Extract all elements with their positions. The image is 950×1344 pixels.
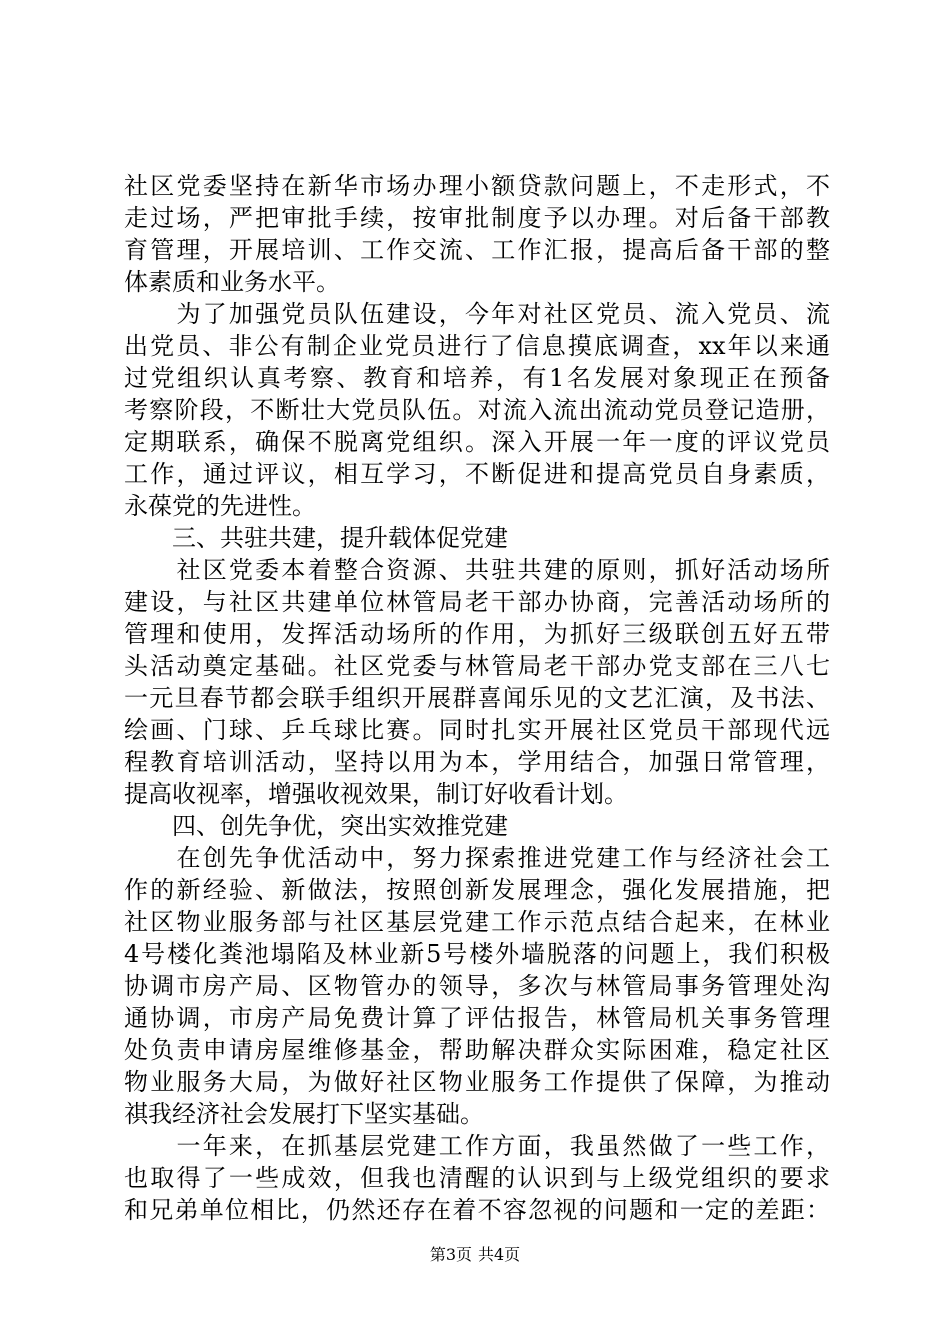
- text-line: 和兄弟单位相比，仍然还存在着不容忽视的问题和一定的差距：: [124, 1196, 830, 1224]
- text-line: 过党组织认真考察、教育和培养，有1名发展对象现正在预备: [124, 364, 830, 392]
- text-line: 为了加强党员队伍建设，今年对社区党员、流入党员、流: [124, 300, 830, 328]
- text-line: 程教育培训活动，坚持以用为本，学用结合，加强日常管理，: [124, 748, 830, 776]
- text-line: 头活动奠定基础。社区党委与林管局老干部办党支部在三八七: [124, 652, 830, 680]
- page-number: 第3页: [429, 1245, 472, 1264]
- document-body: [124, 170, 830, 1226]
- text-line: 作的新经验、新做法，按照创新发展理念，强化发展措施，把: [124, 876, 830, 904]
- page-footer: [0, 1244, 950, 1266]
- text-line: 祺我经济社会发展打下坚实基础。: [124, 1100, 484, 1128]
- text-line: 定期联系，确保不脱离党组织。深入开展一年一度的评议党员: [124, 428, 830, 456]
- text-line: 在创先争优活动中，努力探索推进党建工作与经济社会工: [124, 844, 830, 872]
- text-line: 4号楼化粪池塌陷及林业新5号楼外墙脱落的问题上，我们积极: [124, 940, 830, 968]
- text-line: 考察阶段，不断壮大党员队伍。对流入流出流动党员登记造册，: [124, 396, 830, 424]
- text-line: 体素质和业务水平。: [124, 268, 340, 296]
- text-line: 社区物业服务部与社区基层党建工作示范点结合起来，在林业: [124, 908, 830, 936]
- text-line: 社区党委坚持在新华市场办理小额贷款问题上，不走形式，不: [124, 172, 830, 200]
- text-line: 走过场，严把审批手续，按审批制度予以办理。对后备干部教: [124, 204, 830, 232]
- text-line: 也取得了一些成效，但我也清醒的认识到与上级党组织的要求: [124, 1164, 830, 1192]
- text-line: 工作，通过评议，相互学习，不断促进和提高党员自身素质，: [124, 460, 830, 488]
- page-total: 共4页: [478, 1245, 521, 1264]
- text-line: 绘画、门球、乒乓球比赛。同时扎实开展社区党员干部现代远: [124, 716, 830, 744]
- text-line: 一元旦春节都会联手组织开展群喜闻乐见的文艺汇演，及书法、: [124, 684, 830, 712]
- text-line: 提高收视率，增强收视效果，制订好收看计划。: [124, 780, 628, 808]
- section-heading: 三、共驻共建，提升载体促党建: [124, 524, 508, 552]
- text-line: 建设，与社区共建单位林管局老干部办协商，完善活动场所的: [124, 588, 830, 616]
- text-line: 育管理，开展培训、工作交流、工作汇报，提高后备干部的整: [124, 236, 830, 264]
- text-line: 永葆党的先进性。: [124, 492, 316, 520]
- text-line: 管理和使用，发挥活动场所的作用，为抓好三级联创五好五带: [124, 620, 830, 648]
- section-heading: 四、创先争优，突出实效推党建: [124, 812, 508, 840]
- text-line: 社区党委本着整合资源、共驻共建的原则，抓好活动场所: [124, 556, 830, 584]
- text-line: 处负责申请房屋维修基金，帮助解决群众实际困难，稳定社区: [124, 1036, 830, 1064]
- text-line: 通协调，市房产局免费计算了评估报告，林管局机关事务管理: [124, 1004, 830, 1032]
- text-line: 物业服务大局，为做好社区物业服务工作提供了保障，为推动: [124, 1068, 830, 1096]
- text-line: 协调市房产局、区物管办的领导，多次与林管局事务管理处沟: [124, 972, 830, 1000]
- text-line: 出党员、非公有制企业党员进行了信息摸底调查，xx年以来通: [124, 332, 830, 360]
- text-line: 一年来，在抓基层党建工作方面，我虽然做了一些工作，: [124, 1132, 830, 1160]
